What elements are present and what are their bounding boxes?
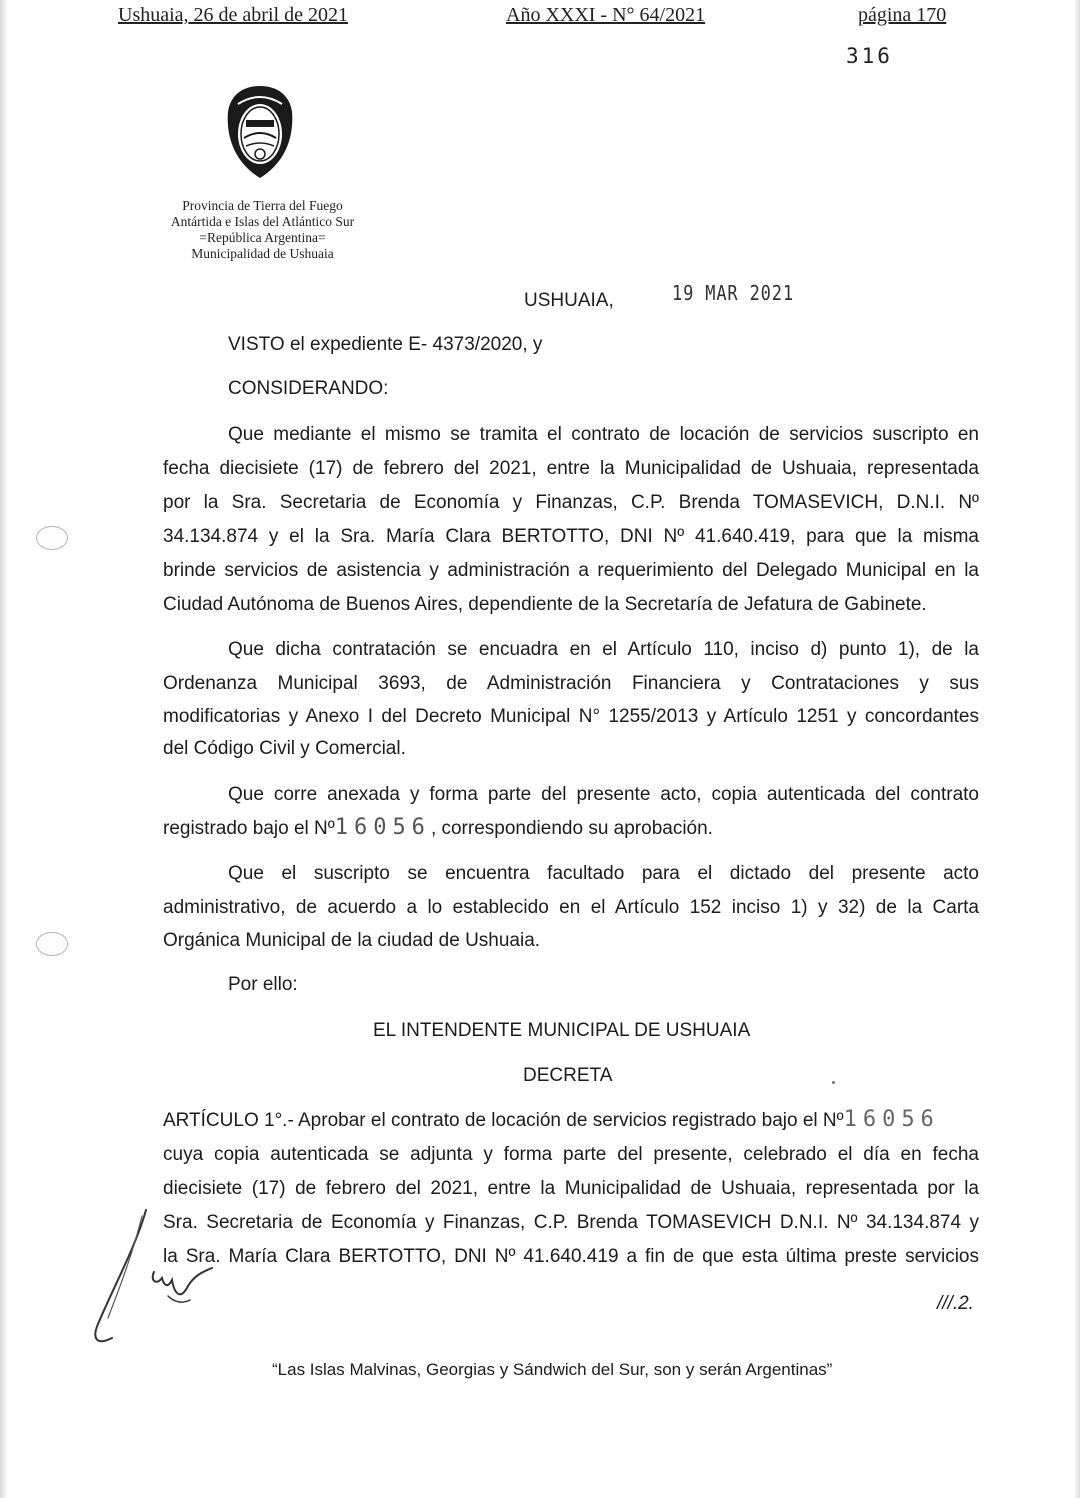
- paragraph-4-line: administrativo, de acuerdo a lo establecido en el Artículo 152 inciso 1) y 32) de la Carta: [163, 897, 979, 918]
- institution-line-2: Antártida e Islas del Atlántico Sur: [170, 214, 355, 229]
- considerando-heading: CONSIDERANDO:: [228, 378, 389, 399]
- paragraph-1-line: por la Sra. Secretaria de Economía y Finanzas, C.P. Brenda TOMASEVICH, D.N.I. Nº: [163, 492, 979, 513]
- por-ello: Por ello:: [228, 974, 298, 995]
- paragraph-1-line: Ciudad Autónoma de Buenos Aires, dependiente de la Secretaría de Jefatura de Gabinete.: [163, 594, 927, 615]
- bulletin-page-number: página 170: [858, 4, 947, 26]
- scan-edge-right: [1074, 0, 1080, 1498]
- article-1-line: cuya copia autenticada se adjunta y forma parte del presente, celebrado el día en fecha: [163, 1144, 979, 1165]
- stamped-registration-number: 16056: [334, 815, 431, 840]
- scan-speck: [832, 1081, 835, 1084]
- visto-line: VISTO el expediente E- 4373/2020, y: [228, 334, 543, 355]
- article-1-line: Sra. Secretaria de Economía y Finanzas, C.P. Brenda TOMASEVICH D.N.I. Nº 34.134.874 y: [163, 1212, 979, 1233]
- continuation-mark: ///.2.: [937, 1293, 974, 1314]
- paragraph-4-line: Orgánica Municipal de la ciudad de Ushuaia.: [163, 930, 541, 951]
- authority-heading: EL INTENDENTE MUNICIPAL DE USHUAIA: [373, 1020, 751, 1041]
- stamped-date: 19 MAR 2021: [672, 281, 794, 305]
- folio-number: 316: [846, 44, 893, 68]
- punch-hole: [36, 526, 68, 550]
- paragraph-2-line: Ordenanza Municipal 3693, de Administración Financiera y Contrataciones y sus: [163, 673, 979, 694]
- place-label: USHUAIA,: [524, 290, 614, 311]
- decreta-heading: DECRETA: [523, 1065, 613, 1086]
- registration-suffix: , correspondiendo su aprobación.: [430, 818, 713, 839]
- paragraph-1-line: 34.134.874 y el la Sra. María Clara BERTOTTO, DNI Nº 41.640.419, para que la misma: [163, 526, 979, 547]
- paragraph-4-line: Que el suscripto se encuentra facultado para el dictado del presente acto: [228, 863, 979, 884]
- punch-hole: [36, 932, 68, 956]
- bulletin-issue: Año XXXI - N° 64/2021: [506, 4, 706, 26]
- paragraph-1-line: Que mediante el mismo se tramita el contrato de locación de servicios suscripto en: [228, 424, 979, 445]
- paragraph-2-line: modificatorias y Anexo I del Decreto Municipal N° 1255/2013 y Artículo 1251 y concordantes: [163, 706, 979, 727]
- scan-edge-left: [0, 0, 8, 1498]
- paragraph-3-line-2: [163, 816, 713, 841]
- handwritten-initials: [84, 1206, 224, 1356]
- paragraph-2-line: Que dicha contratación se encuadra en el Artículo 110, inciso d) punto 1), de la: [228, 639, 979, 660]
- institution-line-3: =República Argentina=: [199, 230, 326, 245]
- bulletin-date: Ushuaia, 26 de abril de 2021: [118, 4, 348, 26]
- paragraph-1-line: fecha diecisiete (17) de febrero del 2021, entre la Municipalidad de Ushuaia, representada: [163, 458, 979, 479]
- institution-line-4: Municipalidad de Ushuaia: [191, 246, 334, 261]
- article-1-line: la Sra. María Clara BERTOTTO, DNI Nº 41.640.419 a fin de que esta última preste servicios: [163, 1246, 979, 1267]
- coat-of-arms-icon: [224, 84, 296, 180]
- article-1-line-1: [163, 1108, 940, 1133]
- footer-motto: “Las Islas Malvinas, Georgias y Sándwich del Sur, son y serán Argentinas”: [272, 1360, 833, 1379]
- paragraph-2-line: del Código Civil y Comercial.: [163, 738, 406, 759]
- institution-line-1: Provincia de Tierra del Fuego: [182, 198, 343, 213]
- paragraph-3-line: Que corre anexada y forma parte del presente acto, copia autenticada del contrato: [228, 784, 979, 805]
- article-1-prefix: ARTÍCULO 1°.- Aprobar el contrato de locación de servicios registrado bajo el Nº: [163, 1110, 844, 1131]
- stamped-registration-number: 16056: [843, 1107, 940, 1132]
- article-1-line: diecisiete (17) de febrero del 2021, entre la Municipalidad de Ushuaia, representada por la: [163, 1178, 979, 1199]
- paragraph-1-line: brinde servicios de asistencia y administración a requerimiento del Delegado Municipal en la: [163, 560, 979, 581]
- registration-prefix: registrado bajo el Nº: [163, 818, 335, 839]
